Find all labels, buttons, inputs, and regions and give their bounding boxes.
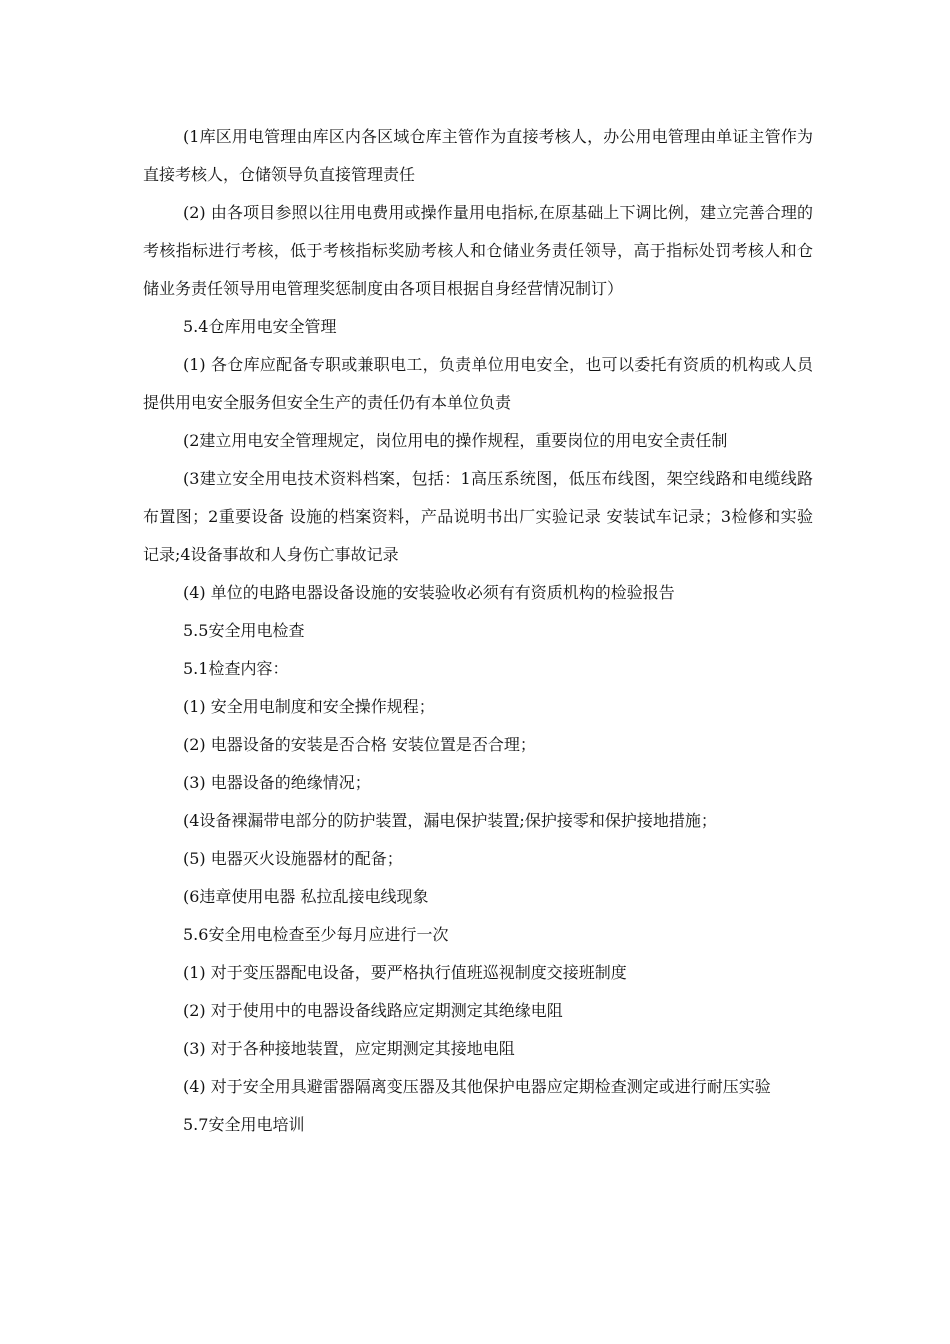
list-item-2: (2) 电器设备的安装是否合格 安装位置是否合理；: [183, 735, 536, 754]
document-body: [143, 118, 813, 1144]
section-heading-5-4: 5.4仓库用电安全管理: [183, 317, 337, 336]
list-item-grounding: (3) 对于各种接地装置，应定期测定其接地电阻: [183, 1039, 515, 1058]
list-item-safety-tools: (4) 对于安全用具避雷器隔离变压器及其他保护电器应定期检查测定或进行耐压实验: [183, 1077, 771, 1096]
list-item-3: (3) 电器设备的绝缘情况；: [183, 773, 371, 792]
section-heading-5-6: 5.6安全用电检查至少每月应进行一次: [183, 925, 449, 944]
paragraph-technical-archive: (3建立安全用电技术资料档案，包括：1高压系统图，低压布线图，架空线路和电缆线路布置图；2重要设备 设施的档案资料，产品说明书出厂实验记录 安装试车记录；3检修和实验记录;4设备事故和人身伤亡事故记录: [143, 469, 813, 564]
list-item-4: (4设备裸漏带电部分的防护装置，漏电保护装置;保护接零和保护接地措施；: [183, 811, 717, 830]
list-item-1: (1) 安全用电制度和安全操作规程；: [183, 697, 435, 716]
list-item-transformer: (1) 对于变压器配电设备，要严格执行值班巡视制度交接班制度: [183, 963, 627, 982]
list-item-5: (5) 电器灭火设施器材的配备；: [183, 849, 403, 868]
paragraph-safety-rules: (2建立用电安全管理规定，岗位用电的操作规程，重要岗位的用电安全责任制: [183, 431, 728, 450]
paragraph-area-management: (1库区用电管理由库区内各区域仓库主管作为直接考核人，办公用电管理由单证主管作为直接考核人，仓储领导负直接管理责任: [143, 127, 813, 184]
paragraph-electrician: (1) 各仓库应配备专职或兼职电工，负责单位用电安全，也可以委托有资质的机构或人员提供用电安全服务但安全生产的责任仍有本单位负责: [143, 355, 813, 412]
list-item-insulation: (2) 对于使用中的电器设备线路应定期测定其绝缘电阻: [183, 1001, 563, 1020]
section-heading-5-5: 5.5安全用电检查: [183, 621, 305, 640]
subheading-inspection-content: 5.1检查内容：: [183, 659, 289, 678]
paragraph-inspection-report: (4) 单位的电路电器设备设施的安装验收必须有有资质机构的检验报告: [183, 583, 675, 602]
list-item-6: (6违章使用电器 私拉乱接电线现象: [183, 887, 429, 906]
paragraph-assessment-indicators: (2) 由各项目参照以往用电费用或操作量用电指标,在原基础上下调比例，建立完善合理的考核指标进行考核，低于考核指标奖励考核人和仓储业务责任领导，高于指标处罚考核人和仓储业务责任领导用电管理奖惩制度由各项目根据自身经营情况制订）: [143, 203, 813, 298]
section-heading-5-7: 5.7安全用电培训: [183, 1115, 305, 1134]
